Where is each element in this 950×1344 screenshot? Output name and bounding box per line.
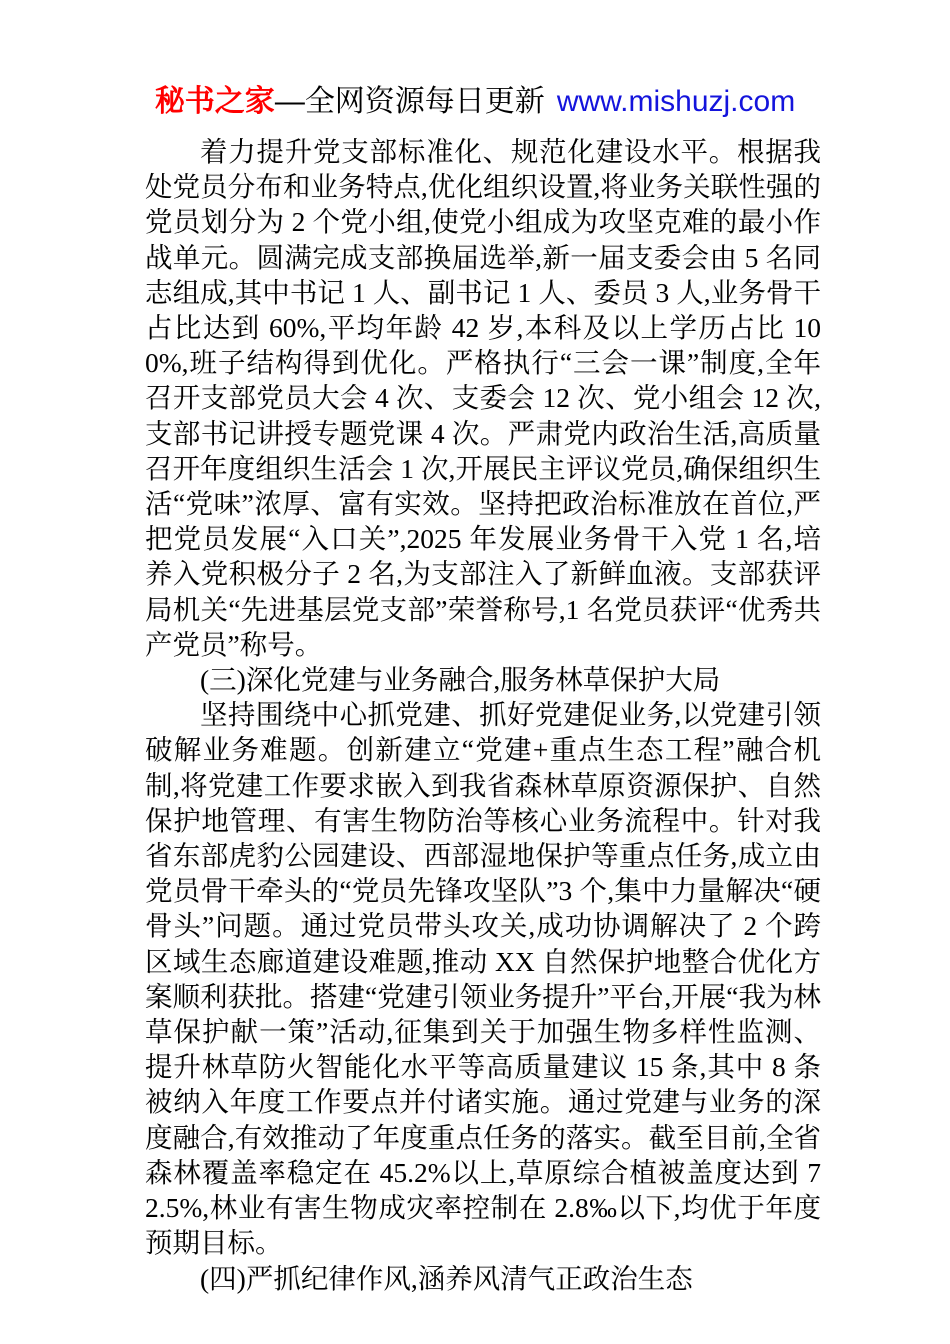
site-tagline: 全网资源每日更新 bbox=[304, 85, 545, 118]
document-body bbox=[145, 134, 821, 1296]
site-url-link[interactable]: www.mishuzj.com bbox=[556, 85, 796, 118]
site-header bbox=[0, 84, 950, 120]
site-name: 秘书之家 bbox=[154, 85, 275, 118]
section-heading-three: (三)深化党建与业务融合,服务林草保护大局 bbox=[200, 664, 721, 696]
header-separator: — bbox=[274, 85, 305, 118]
paragraph-branch-standardization: 着力提升党支部标准化、规范化建设水平。根据我处党员分布和业务特点,优化组织设置,将业务关联性强的党员划分为 2 个党小组,使党小组成为攻坚克难的最小作战单元。圆满完成支部换届选举,新一届支委会由 5 名同志组成,其中书记 1 人、副书记 1 人、委员 3 人,业务骨干占比达到 60%,平均年龄 42 岁,本科及以上学历占比 100%,班子结构得到优化。严格执行“三会一课”制度,全年召开支部党员大会 4 次、支委会 12 次、党小组会 12 次,支部书记讲授专题党课 4 次。严肃党内政治生活,高质量召开年度组织生活会 1 次,开展民主评议党员,确保组织生活“党味”浓厚、富有实效。坚持把政治标准放在首位,严把党员发展“入口关”,2025 年发展业务骨干入党 1 名,培养入党积极分子 2 名,为支部注入了新鲜血液。支部获评局机关“先进基层党支部”荣誉称号,1 名党员获评“优秀共产党员”称号。 bbox=[145, 136, 821, 660]
section-heading-four: (四)严抓纪律作风,涵养风清气正政治生态 bbox=[200, 1262, 693, 1294]
paragraph-party-business-integration: 坚持围绕中心抓党建、抓好党建促业务,以党建引领破解业务难题。创新建立“党建+重点生态工程”融合机制,将党建工作要求嵌入到我省森林草原资源保护、自然保护地管理、有害生物防治等核心业务流程中。针对我省东部虎豹公园建设、西部湿地保护等重点任务,成立由党员骨干牵头的“党员先锋攻坚队”3 个,集中力量解决“硬骨头”问题。通过党员带头攻关,成功协调解决了 2 个跨区域生态廊道建设难题,推动 XX 自然保护地整合优化方案顺利获批。搭建“党建引领业务提升”平台,开展“我为林草保护献一策”活动,征集到关于加强生物多样性监测、提升林草防火智能化水平等高质量建议 15 条,其中 8 条被纳入年度工作要点并付诸实施。通过党建与业务的深度融合,有效推动了年度重点任务的落实。截至目前,全省森林覆盖率稳定在 45.2%以上,草原综合植被盖度达到 72.5%,林业有害生物成灾率控制在 2.8‰以下,均优于年度预期目标。 bbox=[145, 699, 821, 1259]
